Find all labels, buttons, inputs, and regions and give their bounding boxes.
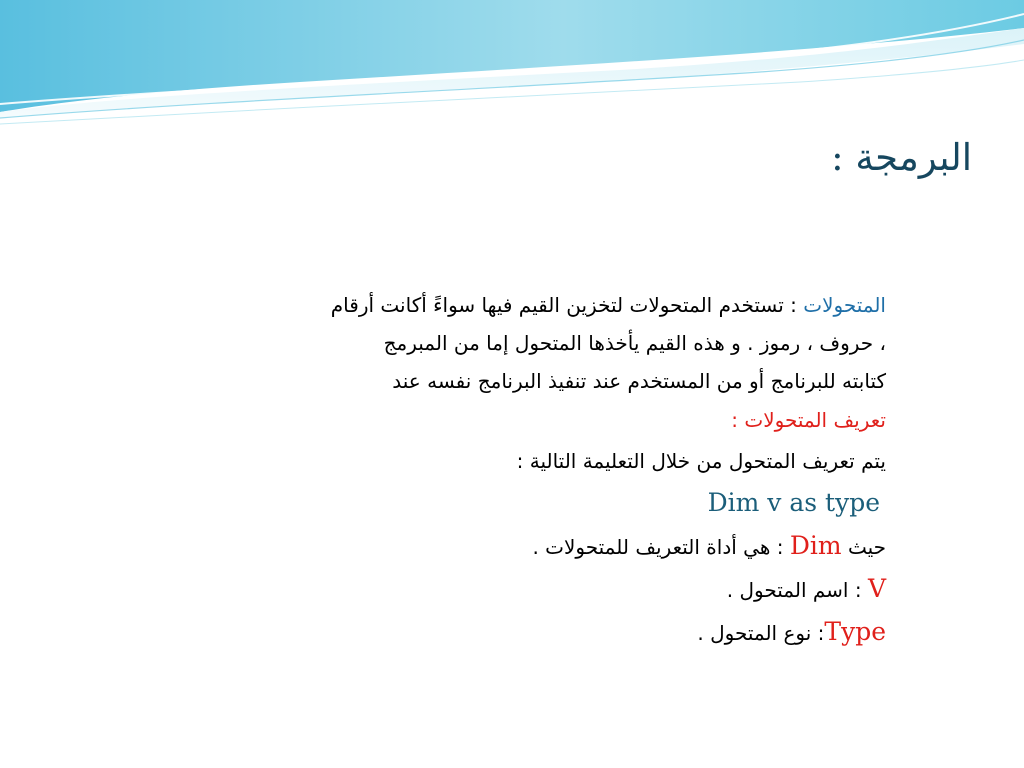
definition-heading: تعريف المتحولات : xyxy=(731,408,886,432)
header-wave-decoration xyxy=(0,0,1024,130)
definition-intro: يتم تعريف المتحول من خلال التعليمة التالية : xyxy=(516,449,886,473)
code-statement-line xyxy=(146,482,886,525)
v-explanation xyxy=(146,568,886,611)
v-text: : اسم المتحول . xyxy=(726,578,868,602)
type-explanation xyxy=(146,611,886,654)
variables-line-1 xyxy=(146,286,886,324)
type-keyword: Type xyxy=(824,617,886,646)
variables-line-2: ، حروف ، رموز . و هذه القيم يأخذها المتحول إما من المبرمج xyxy=(383,331,886,355)
variables-line-3: كتابته للبرنامج أو من المستخدم عند تنفيذ البرنامج نفسه عند xyxy=(392,369,886,393)
slide-content xyxy=(146,286,886,654)
slide-title: البرمجة : xyxy=(831,136,972,179)
dim-explanation xyxy=(146,525,886,568)
v-keyword: V xyxy=(867,574,886,603)
variables-term: المتحولات xyxy=(803,293,886,317)
code-statement: Dim v as type xyxy=(707,488,880,517)
variables-paragraph xyxy=(146,286,886,400)
dim-text: : هي أداة التعريف للمتحولات . xyxy=(532,535,790,559)
dim-keyword: Dim xyxy=(789,531,842,560)
type-text: : نوع المتحول . xyxy=(697,621,825,645)
where-word: حيث xyxy=(841,535,886,559)
variables-text-1: : تستخدم المتحولات لتخزين القيم فيها سواءً أكانت أرقام xyxy=(330,293,804,317)
